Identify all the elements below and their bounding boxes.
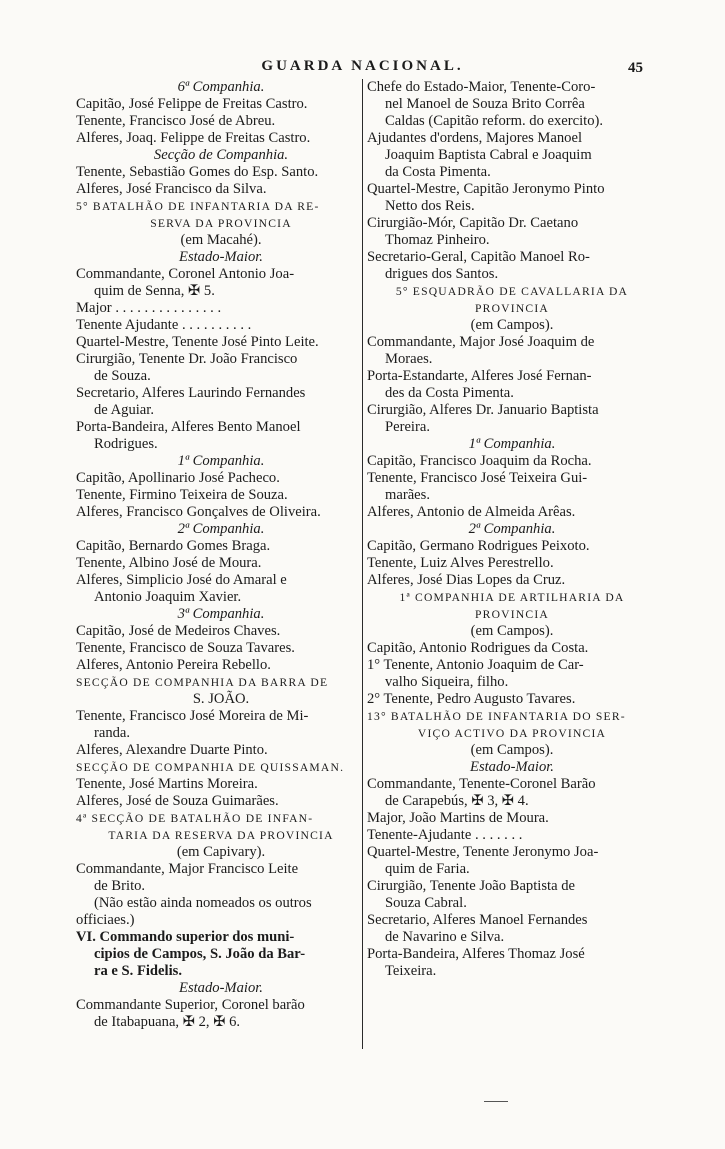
- text-line: SERVA DA PROVINCIA: [150, 217, 292, 230]
- text-line: Porta-Bandeira, Alferes Thomaz José: [367, 946, 585, 962]
- text-line: Capitão, Bernardo Gomes Braga.: [76, 538, 271, 554]
- text-line: Porta-Bandeira, Alferes Bento Manoel: [76, 419, 301, 435]
- text-line: Tenente-Ajudante . . . . . . .: [367, 827, 523, 843]
- text-line: Alferes, Joaq. Felippe de Freitas Castro.: [76, 130, 311, 146]
- text-line: Capitão, José de Medeiros Chaves.: [76, 623, 281, 639]
- text-line: Pereira.: [385, 419, 430, 435]
- text-line: Quartel-Mestre, Tenente José Pinto Leite.: [76, 334, 319, 350]
- text-line: 5° BATALHÃO DE INFANTARIA DA RE-: [76, 200, 320, 213]
- text-line: Capitão, José Felippe de Freitas Castro.: [76, 96, 308, 112]
- text-line: Alferes, Antonio Pereira Rebello.: [76, 657, 271, 673]
- text-line: Capitão, Germano Rodrigues Peixoto.: [367, 538, 590, 554]
- text-line: Cirurgião-Mór, Capitão Dr. Caetano: [367, 215, 579, 231]
- text-line: Estado-Maior.: [470, 759, 554, 775]
- text-line: Alferes, José de Souza Guimarães.: [76, 793, 279, 809]
- text-line: SECÇÃO DE COMPANHIA DA BARRA DE: [76, 676, 329, 689]
- text-line: randa.: [94, 725, 131, 741]
- text-line: Chefe do Estado-Maior, Tenente-Coro-: [367, 79, 596, 95]
- text-line: Alferes, Francisco Gonçalves de Oliveira.: [76, 504, 321, 520]
- text-line: Alferes, José Dias Lopes da Cruz.: [367, 572, 566, 588]
- text-line: Moraes.: [385, 351, 433, 367]
- text-line: (em Campos).: [470, 317, 554, 333]
- text-line: (em Campos).: [470, 623, 554, 639]
- text-line: de Navarino e Silva.: [385, 929, 505, 945]
- text-line: Quartel-Mestre, Capitão Jeronymo Pinto: [367, 181, 605, 197]
- text-line: nel Manoel de Souza Brito Corrêa: [385, 96, 585, 112]
- text-line: Tenente, Albino José de Moura.: [76, 555, 262, 571]
- text-line: Tenente, Francisco José Moreira de Mi-: [76, 708, 309, 724]
- text-line: Estado-Maior.: [179, 980, 263, 996]
- text-line: (em Capivary).: [176, 844, 266, 860]
- text-line: Joaquim Baptista Cabral e Joaquim: [385, 147, 592, 163]
- text-line: Commandante, Major José Joaquim de: [367, 334, 595, 350]
- page-number: 45: [628, 60, 643, 76]
- text-line: Porta-Estandarte, Alferes José Fernan-: [367, 368, 592, 384]
- text-line: VI. Commando superior dos muni-: [76, 929, 295, 945]
- text-line: Commandante, Major Francisco Leite: [76, 861, 299, 877]
- text-line: TARIA DA RESERVA DA PROVINCIA: [108, 829, 334, 842]
- text-line: Secretario, Alferes Manoel Fernandes: [367, 912, 588, 928]
- text-line: VIÇO ACTIVO DA PROVINCIA: [417, 727, 607, 740]
- text-line: de Itabapuana, ✠ 2, ✠ 6.: [94, 1014, 241, 1030]
- text-line: S. JOÃO.: [192, 691, 250, 707]
- text-line: Commandante, Coronel Antonio Joa-: [76, 266, 295, 282]
- text-line: Alferes, Antonio de Almeida Arêas.: [367, 504, 576, 520]
- text-line: da Costa Pimenta.: [385, 164, 491, 180]
- text-line: Alferes, Simplicio José do Amaral e: [76, 572, 287, 588]
- text-line: Tenente Ajudante . . . . . . . . . .: [76, 317, 252, 333]
- text-line: Secção de Companhia.: [153, 147, 289, 163]
- text-line: Caldas (Capitão reform. do exercito).: [385, 113, 604, 129]
- text-line: quim de Senna, ✠ 5.: [94, 283, 215, 299]
- left-column: [76, 79, 366, 1031]
- text-line: Commandante Superior, Coronel barão: [76, 997, 305, 1013]
- text-line: Capitão, Francisco Joaquim da Rocha.: [367, 453, 592, 469]
- text-line: Capitão, Apollinario José Pacheco.: [76, 470, 280, 486]
- text-line: PROVINCIA: [475, 608, 549, 621]
- text-line: des da Costa Pimenta.: [385, 385, 514, 401]
- text-line: 1ª Companhia.: [177, 453, 265, 469]
- text-line: Ajudantes d'ordens, Majores Manoel: [367, 130, 583, 146]
- text-line: Alferes, Alexandre Duarte Pinto.: [76, 742, 268, 758]
- text-line: PROVINCIA: [475, 302, 549, 315]
- text-line: Quartel-Mestre, Tenente Jeronymo Joa-: [367, 844, 599, 860]
- text-line: ra e S. Fidelis.: [94, 963, 182, 979]
- text-line: Netto dos Reis.: [385, 198, 475, 214]
- text-line: Tenente, Francisco José de Abreu.: [76, 113, 276, 129]
- text-line: Tenente, Francisco de Souza Tavares.: [76, 640, 295, 656]
- text-line: quim de Faria.: [385, 861, 470, 877]
- footer-rule: [484, 1101, 508, 1102]
- text-line: Secretario, Alferes Laurindo Fernandes: [76, 385, 306, 401]
- text-line: Tenente, Luiz Alves Perestrello.: [367, 555, 554, 571]
- text-line: de Brito.: [94, 878, 146, 894]
- text-line: 13° BATALHÃO DE INFANTARIA DO SER-: [367, 710, 626, 723]
- text-line: Teixeira.: [385, 963, 437, 979]
- text-line: Tenente, Sebastião Gomes do Esp. Santo.: [76, 164, 319, 180]
- text-line: SECÇÃO DE COMPANHIA DE QUISSAMAN.: [76, 761, 345, 774]
- text-line: Cirurgião, Alferes Dr. Januario Baptista: [367, 402, 599, 418]
- running-header-title: GUARDA NACIONAL.: [261, 58, 464, 74]
- text-line: de Souza.: [94, 368, 151, 384]
- text-line: de Carapebús, ✠ 3, ✠ 4.: [385, 793, 529, 809]
- text-line: officiaes.): [76, 912, 135, 928]
- text-line: Major, João Martins de Moura.: [367, 810, 549, 826]
- text-line: Thomaz Pinheiro.: [385, 232, 490, 248]
- text-line: Major . . . . . . . . . . . . . . .: [76, 300, 222, 316]
- text-line: 4ª SECÇÃO DE BATALHÃO DE INFAN-: [76, 812, 314, 825]
- text-line: Tenente, Francisco José Teixeira Gui-: [367, 470, 588, 486]
- text-line: Antonio Joaquim Xavier.: [94, 589, 242, 605]
- text-line: Secretario-Geral, Capitão Manoel Ro-: [367, 249, 590, 265]
- text-line: 6ª Companhia.: [177, 79, 265, 95]
- text-line: Capitão, Antonio Rodrigues da Costa.: [367, 640, 589, 656]
- text-line: (em Macahé).: [180, 232, 262, 248]
- text-line: Alferes, José Francisco da Silva.: [76, 181, 267, 197]
- text-line: de Aguiar.: [94, 402, 154, 418]
- text-line: (Não estão ainda nomeados os outros: [94, 895, 312, 911]
- text-line: Tenente, José Martins Moreira.: [76, 776, 258, 792]
- text-line: Souza Cabral.: [385, 895, 467, 911]
- text-line: Rodrigues.: [94, 436, 158, 452]
- text-line: 1° Tenente, Antonio Joaquim de Car-: [367, 657, 584, 673]
- text-line: 1ª COMPANHIA DE ARTILHARIA DA: [399, 591, 625, 604]
- text-line: Cirurgião, Tenente João Baptista de: [367, 878, 575, 894]
- right-column: [367, 79, 657, 980]
- text-line: 2ª Companhia.: [468, 521, 556, 537]
- text-line: Tenente, Firmino Teixeira de Souza.: [76, 487, 288, 503]
- text-line: (em Campos).: [470, 742, 554, 758]
- text-line: 5° ESQUADRÃO DE CAVALLARIA DA: [395, 285, 629, 298]
- text-line: marães.: [385, 487, 430, 503]
- text-line: Commandante, Tenente-Coronel Barão: [367, 776, 596, 792]
- text-line: valho Siqueira, filho.: [385, 674, 509, 690]
- text-line: 2ª Companhia.: [177, 521, 265, 537]
- text-line: drigues dos Santos.: [385, 266, 499, 282]
- text-line: Estado-Maior.: [179, 249, 263, 265]
- text-line: 1ª Companhia.: [468, 436, 556, 452]
- text-line: 2° Tenente, Pedro Augusto Tavares.: [367, 691, 576, 707]
- text-line: Cirurgião, Tenente Dr. João Francisco: [76, 351, 298, 367]
- text-line: 3ª Companhia.: [177, 606, 265, 622]
- column-divider: [362, 79, 363, 1049]
- text-line: cipios de Campos, S. João da Bar-: [94, 946, 306, 962]
